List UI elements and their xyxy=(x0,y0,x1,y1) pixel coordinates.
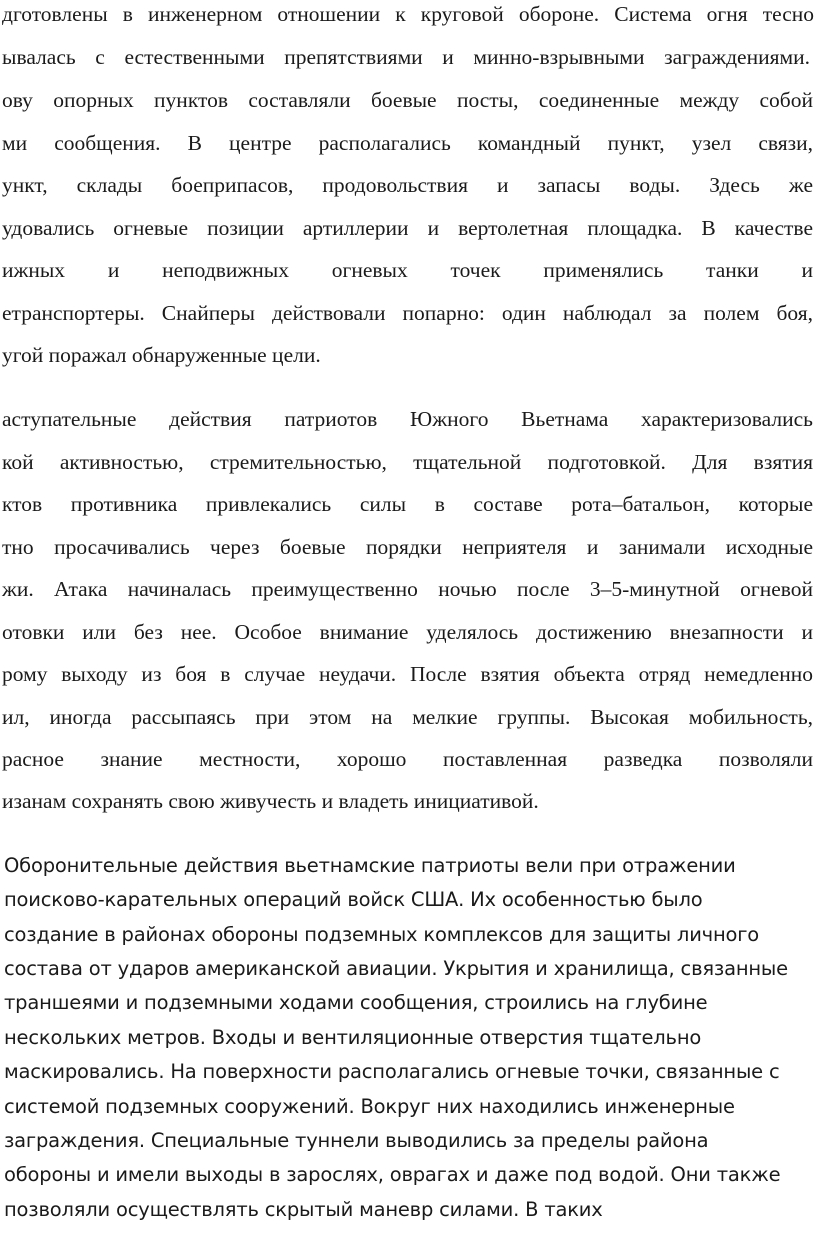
paragraph-2-line: аступательные действия патриотов Южного Вьетнама характеризовались xyxy=(2,407,813,431)
paragraph-3-line: траншеями и подземными ходами сообщения, строились на глубине xyxy=(4,991,708,1014)
paragraph-3-line: состава от ударов американской авиации. Укрытия и хранилища, связанные xyxy=(4,957,788,980)
paragraph-3-line: нескольких метров. Входы и вентиляционные отверстия тщательно xyxy=(4,1026,702,1049)
paragraph-1-line: етранспортеры. Снайперы действовали попарно: один наблюдал за полем боя, xyxy=(2,301,813,325)
paragraph-2-line: расное знание местности, хорошо поставленная разведка позволяли xyxy=(2,747,813,771)
paragraph-3-line: маскировались. На поверхности располагались огневые точки, связанные с xyxy=(4,1060,780,1083)
paragraph-2-line: отовки или без нее. Особое внимание уделялось достижению внезапности и xyxy=(2,620,813,644)
paragraph-1-line: ову опорных пунктов составляли боевые посты, соединенные между собой xyxy=(2,88,813,112)
paragraph-2-line: ктов противника привлекались силы в составе рота–батальон, которые xyxy=(2,492,813,516)
paragraph-3-line: поисково-карательных операций войск США. Их особенностью было xyxy=(4,888,703,911)
paragraph-1-line: угой поражал обнаруженные цели. xyxy=(2,343,321,367)
paragraph-3-line: обороны и имели выходы в зарослях, оврагах и даже под водой. Они также xyxy=(4,1163,781,1186)
paragraph-1-line: ывалась с естественными препятствиями и минно-взрывными заграждениями. xyxy=(2,45,810,69)
paragraph-1-line: ижных и неподвижных огневых точек применялись танки и xyxy=(2,258,813,282)
paragraph-1-line: дготовлены в инженерном отношении к круговой обороне. Система огня тесно xyxy=(2,2,814,26)
paragraph-3-line: позволяли осуществлять скрытый маневр силами. В таких xyxy=(4,1198,603,1221)
paragraph-1-line: ункт, склады боеприпасов, продовольствия и запасы воды. Здесь же xyxy=(2,173,813,197)
paragraph-3-line: заграждения. Специальные туннели выводились за пределы района xyxy=(4,1129,709,1152)
paragraph-1-line: ми сообщения. В центре располагались командный пункт, узел связи, xyxy=(2,131,813,155)
paragraph-3-line: системой подземных сооружений. Вокруг них находились инженерные xyxy=(4,1095,735,1118)
paragraph-1-line: удовались огневые позиции артиллерии и вертолетная площадка. В качестве xyxy=(2,216,813,240)
paragraph-2-line: ил, иногда рассыпаясь при этом на мелкие группы. Высокая мобильность, xyxy=(2,705,813,729)
paragraph-2-line: тно просачивались через боевые порядки неприятеля и занимали исходные xyxy=(2,535,813,559)
paragraph-2-line: рому выходу из боя в случае неудачи. После взятия объекта отряд немедленно xyxy=(2,662,813,686)
paragraph-3-line: Оборонительные действия вьетнамские патриоты вели при отражении xyxy=(4,854,736,877)
paragraph-3-line: создание в районах обороны подземных комплексов для защиты личного xyxy=(4,923,760,946)
paragraph-2-line: изанам сохранять свою живучесть и владеть инициативой. xyxy=(2,789,539,813)
paragraph-2-line: кой активностью, стремительностью, тщательной подготовкой. Для взятия xyxy=(2,450,813,474)
paragraph-2-line: жи. Атака начиналась преимущественно ночью после 3–5-минутной огневой xyxy=(2,577,813,601)
